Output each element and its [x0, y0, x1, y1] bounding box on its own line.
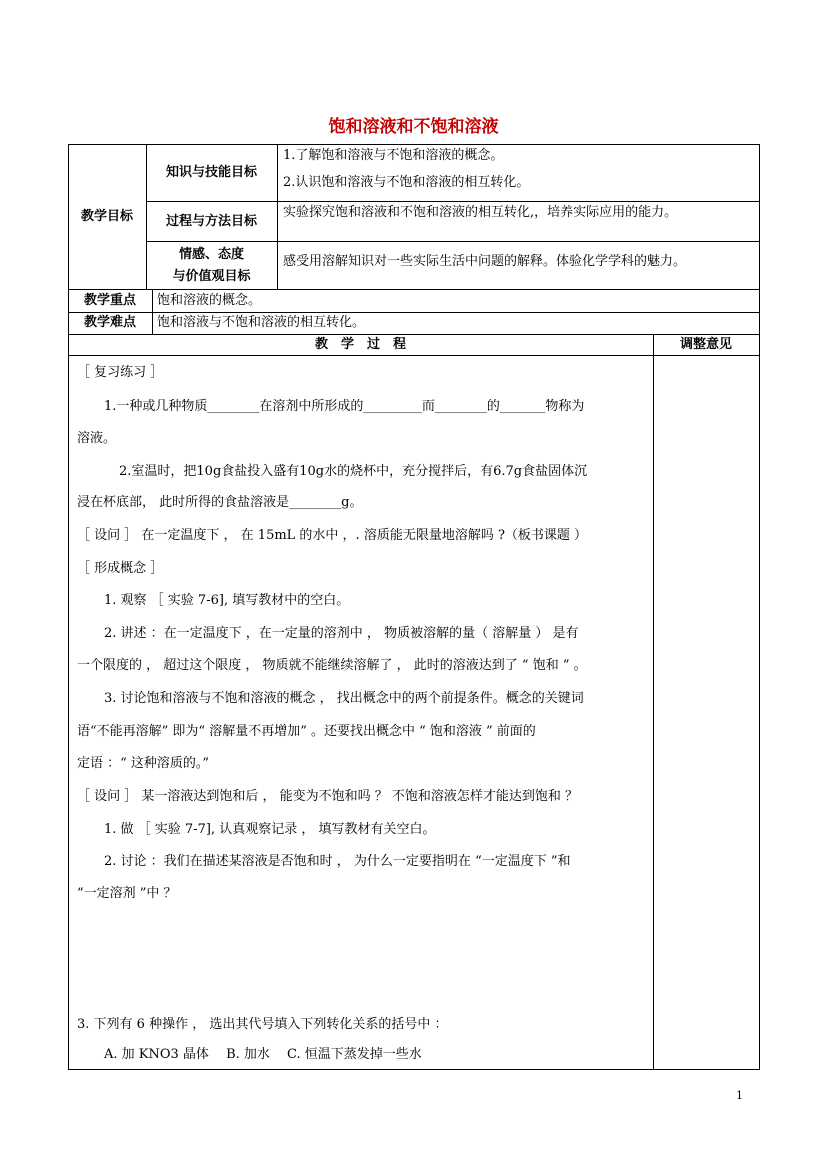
body-line: ［ 形成概念 ］ [77, 561, 164, 576]
body-line: 3. 下列有 6 种操作 ， 选出其代号填入下列转化关系的括号中 ： [77, 1017, 448, 1032]
difficulty-label: 教学难点 [83, 315, 136, 330]
body-line: A. 加 KNO3 晶体 B. 加水 C. 恒温下蒸发掉一些水 [104, 1047, 422, 1062]
body-line: 1. 做 ［ 实验 7-7], 认真观察记录 ， 填写教材有关空白。 [104, 822, 436, 837]
body-line: ［ 设问 ］ 在一定温度下 ， 在 15mL 的水中 ，. 溶质能无限量地溶解吗 ?（板书课题 ） [77, 528, 588, 543]
knowledge-line-1: 1.了解饱和溶液与不饱和溶液的概念。 [283, 148, 504, 163]
objectives-header: 教学目标 [80, 209, 133, 224]
knowledge-label: 知识与技能目标 [165, 165, 257, 180]
emotion-label-line-1: 情感、态度 [178, 247, 244, 262]
page-number: 1 [736, 1089, 743, 1102]
process-header: 教 学 过 程 [314, 337, 406, 352]
body-line: 浸在杯底部， 此时所得的食盐溶液是________g。 [77, 495, 363, 510]
body-line: 溶液。 [77, 431, 117, 446]
process-text: 实验探究饱和溶液和不饱和溶液的相互转化,，培养实际应用的能力。 [283, 205, 678, 220]
body-line: ［ 设问 ］ 某一溶液达到饱和后 ， 能变为不饱和吗 ？ 不饱和溶液怎样才能达到饱和 ？ [77, 789, 579, 804]
body-line: 1. 观察 ［ 实验 7-6], 填写教材中的空白。 [104, 593, 350, 608]
body-line: 3. 讨论饱和溶液与不饱和溶液的概念 ， 找出概念中的两个前提条件。概念的关键词 [104, 691, 584, 706]
body-line: 2. 讨论 ：我们在描述某溶液是否饱和时 ， 为什么一定要指明在 “一定温度下 ”和 [104, 854, 571, 869]
difficulty-text: 饱和溶液与不饱和溶液的相互转化。 [157, 315, 366, 330]
key-point-label: 教学重点 [83, 293, 136, 308]
knowledge-line-2: 2.认识饱和溶液与不饱和溶液的相互转化。 [283, 175, 530, 190]
page-title: 饱和溶液和不饱和溶液 [328, 117, 499, 137]
body-line: 2. 讲述 ：在一定温度下 ，在一定量的溶剂中 ， 物质被溶解的量（ 溶解量 ） 是有 [104, 626, 579, 641]
emotion-label-line-2: 与价值观目标 [172, 269, 251, 284]
key-point-text: 饱和溶液的概念。 [157, 293, 262, 308]
emotion-text: 感受用溶解知识对一些实际生活中问题的解释。体验化学学科的魅力。 [283, 254, 687, 269]
body-line: 1.一种或几种物质________在溶剂中所形成的_________而________的_______物称为 [104, 399, 585, 414]
body-line: 定语 ：“ 这种溶质的。” [77, 756, 210, 771]
body-line: 语“不能再溶解” 即为“ 溶解量不再增加” 。还要找出概念中 “ 饱和溶液 ” 前面的 [77, 724, 536, 739]
body-line: ［ 复习练习 ］ [77, 365, 164, 380]
body-line: 2.室温时，把10g食盐投入盛有10g水的烧杯中，充分搅拌后，有6.7g食盐固体沉 [119, 464, 588, 479]
body-line: “一定溶剂 ”中 ？ [77, 886, 177, 901]
body-line: 一个限度的 ， 超过这个限度 ， 物质就不能继续溶解了 ， 此时的溶液达到了 “ 饱和 ” 。 [77, 658, 587, 673]
process-label: 过程与方法目标 [165, 214, 257, 229]
adjust-header: 调整意见 [679, 337, 732, 352]
